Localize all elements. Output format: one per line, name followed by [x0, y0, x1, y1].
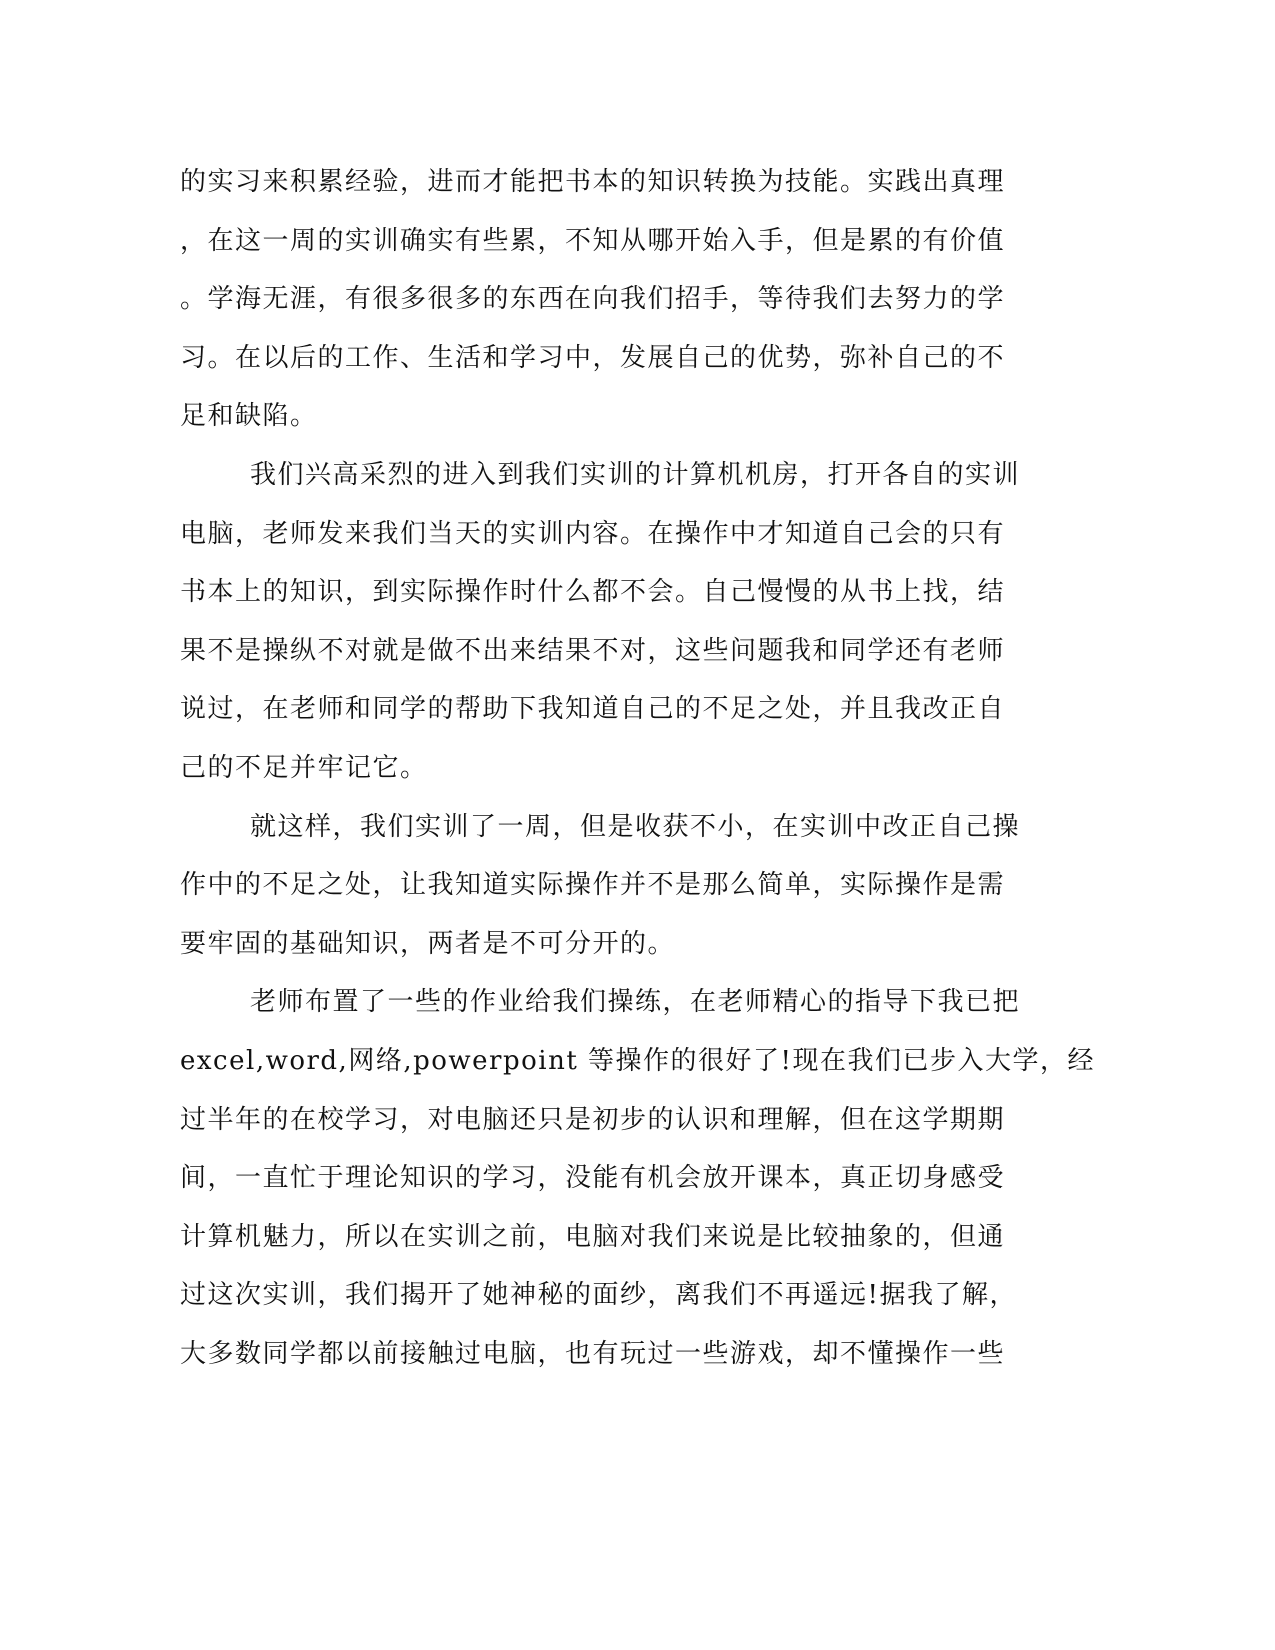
text-line-3: 。学海无涯，有很多很多的东西在向我们招手，等待我们去努力的学	[180, 284, 1006, 315]
text-line-8: 书本上的知识，到实际操作时什么都不会。自己慢慢的从书上找，结	[180, 577, 1006, 608]
text-line-21: 大多数同学都以前接触过电脑，也有玩过一些游戏，却不懂操作一些	[180, 1338, 1006, 1369]
text-line-9: 果不是操纵不对就是做不出来结果不对，这些问题我和同学还有老师	[180, 635, 1006, 666]
text-line-2: ，在这一周的实训确实有些累，不知从哪开始入手，但是累的有价值	[180, 225, 1006, 256]
text-line-19: 计算机魅力，所以在实训之前，电脑对我们来说是比较抽象的，但通	[180, 1221, 1006, 1252]
text-line-13: 作中的不足之处，让我知道实际操作并不是那么简单，实际操作是需	[180, 870, 1006, 901]
text-line-11: 己的不足并牢记它。	[180, 752, 428, 783]
text-line-20: 过这次实训，我们揭开了她神秘的面纱，离我们不再遥远!据我了解，	[180, 1280, 1017, 1311]
text-line-15: 老师布置了一些的作业给我们操练，在老师精心的指导下我已把	[250, 987, 1021, 1018]
text-line-10: 说过，在老师和同学的帮助下我知道自己的不足之处，并且我改正自	[180, 694, 1006, 725]
text-line-17: 过半年的在校学习，对电脑还只是初步的认识和理解，但在这学期期	[180, 1104, 1006, 1135]
document-body	[180, 153, 1095, 1383]
text-line-6: 我们兴高采烈的进入到我们实训的计算机机房，打开各自的实训	[250, 459, 1021, 490]
text-line-16: excel,word,网络,powerpoint 等操作的很好了!现在我们已步入大学，经	[180, 1045, 1095, 1076]
text-line-7: 电脑，老师发来我们当天的实训内容。在操作中才知道自己会的只有	[180, 518, 1006, 549]
text-line-4: 习。在以后的工作、生活和学习中，发展自己的优势，弥补自己的不	[180, 342, 1006, 373]
text-line-5: 足和缺陷。	[180, 401, 318, 432]
text-line-18: 间，一直忙于理论知识的学习，没能有机会放开课本，真正切身感受	[180, 1163, 1006, 1194]
text-line-1: 的实习来积累经验，进而才能把书本的知识转换为技能。实践出真理	[180, 167, 1006, 197]
text-line-12: 就这样，我们实训了一周，但是收获不小，在实训中改正自己操	[250, 811, 1021, 842]
text-line-14: 要牢固的基础知识，两者是不可分开的。	[180, 928, 676, 959]
